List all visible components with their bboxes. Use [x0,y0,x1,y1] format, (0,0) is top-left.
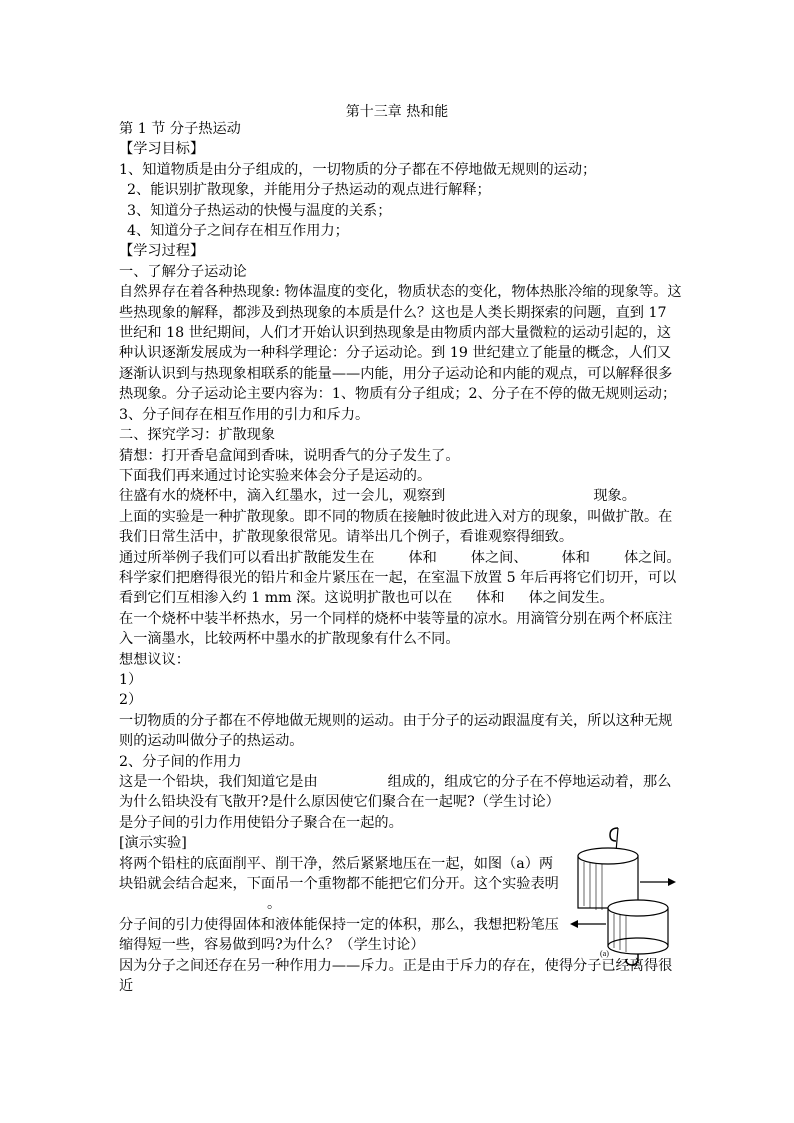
discuss-intro: 下面我们再来通过讨论实验来体会分子是运动的。 [119,467,432,484]
example-paragraph [119,548,684,568]
think-item: 2） [119,692,143,709]
section-title: 第 1 节 分子热运动 [119,121,241,137]
example-text: 体和 [561,549,590,566]
example-text: 体之间、 [470,549,528,566]
process-heading: 【学习过程】 [119,243,205,260]
example-text: 通过所举例子我们可以看出扩散能发生在 [119,549,375,566]
part2-heading: 二、探究学习：扩散现象 [119,427,276,444]
scientist-text: 科学家们把磨得很光的铅片和金片紧压在一起，在室温下放置 5 年后再将它们切开，可以看到它们互相渗入约 1 mm 深。这说明扩散也可以在 [119,569,677,607]
chalk-paragraph: 分子间的引力使得固体和液体能保持一定的体积，那么，我想把粉笔压缩得短一些，容易做到吗?为什么？（学生讨论） [119,916,559,954]
scientist-paragraph [119,568,684,609]
attraction-paragraph: 是分子间的引力作用使铅分子聚合在一起的。 [119,814,403,831]
demo-text: 。 [267,896,282,913]
ink-experiment-text: 往盛有水的烧杯中，滴入红墨水，过一会儿，观察到 [119,488,446,505]
part1-paragraph: 自然界存在着各种热现象: 物体温度的变化，物质状态的变化，物体热胀冷缩的现象等。这些热现象的解释，都涉及到热现象的本质是什么？这也是人类长期探索的问题，直到 17 世纪和 18 世纪期间，人们才开始认识到热现象是由物质内部大量微粒的运动引起的，这种认识逐渐发展成为一种科学理论：分子运动论。到 19 世纪建立了能量的概念，人们又逐渐认识到与热现象相联系的能量——内能，用分子运动论和内能的观点，可以解释很多热现象。分子运动论主要内容为：1、物质有分子组成；2、分子在不停的做无规则运动；3、分子间存在相互作用的引力和斥力。 [119,284,682,423]
scientist-text: 体和 [476,590,505,607]
lead-cylinders-figure [570,826,680,966]
guess-paragraph: 猜想：打开香皂盒闻到香味，说明香气的分子发生了。 [119,447,460,464]
arrow-right-icon [640,878,676,886]
force-heading: 2、分子间的作用力 [119,753,242,770]
demo-paragraph [119,854,559,915]
think-heading: 想想议议： [119,651,190,668]
lead-text: 这是一个铅块，我们知道它是由 [119,774,318,790]
figure-label: (a) [600,949,609,958]
lower-cylinder [608,900,668,954]
ink-experiment [119,486,684,506]
example-text: 体和 [408,549,437,566]
objective-item: 1、知道物质是由分子组成的，一切物质的分子都在不停地做无规则的运动； [119,161,597,178]
lead-text: 组成的，组成它的分子在不停地运动着，那么为什么铅块没有飞散开?是什么原因使它们聚合在一起呢?（学生讨论） [119,774,672,811]
ink-experiment-text: 现象。 [593,488,636,505]
objective-item: 3、知道分子热运动的快慢与温度的关系； [127,202,392,219]
objectives-heading: 【学习目标】 [119,141,205,158]
diffusion-definition: 上面的实验是一种扩散现象。即不同的物质在接触时彼此进入对方的现象，叫做扩散。在我们日常生活中，扩散现象很常见。请举出几个例子，看谁观察得细致。 [119,508,673,546]
demo-heading: [演示实验] [119,835,187,852]
arrow-left-icon [570,920,606,928]
think-item: 1） [119,671,143,688]
bottom-hook-icon [626,954,638,965]
cup-experiment: 在一个烧杯中装半杯热水，另一个同样的烧杯中装等量的凉水。用滴管分别在两个杯底注入一滴墨水，比较两杯中墨水的扩散现象有什么不同。 [119,610,673,648]
objective-item: 4、知道分子之间存在相互作用力； [127,223,349,240]
thermal-motion-paragraph: 一切物质的分子都在不停地做无规则的运动。由于分子的运动跟温度有关，所以这种无规则的运动叫做分子的热运动。 [119,712,673,750]
demo-text: 将两个铅柱的底面削平、削干净，然后紧紧地压在一起，如图（a）两块铅就会结合起来，下面吊一个重物都不能把它们分开。这个实验表明 [119,855,559,893]
scientist-text: 体之间发生。 [528,590,614,607]
part1-heading: 一、了解分子运动论 [119,263,247,280]
objective-item: 2、能识别扩散现象，并能用分子热运动的观点进行解释； [127,182,491,199]
chapter-title: 第十三章 热和能 [345,104,449,120]
example-text: 体之间。 [623,549,681,566]
lead-paragraph [119,772,684,813]
repulsion-paragraph: 因为分子之间还存在另一种作用力——斥力。正是由于斥力的存在，使得分子已经离得很近 [119,957,673,995]
